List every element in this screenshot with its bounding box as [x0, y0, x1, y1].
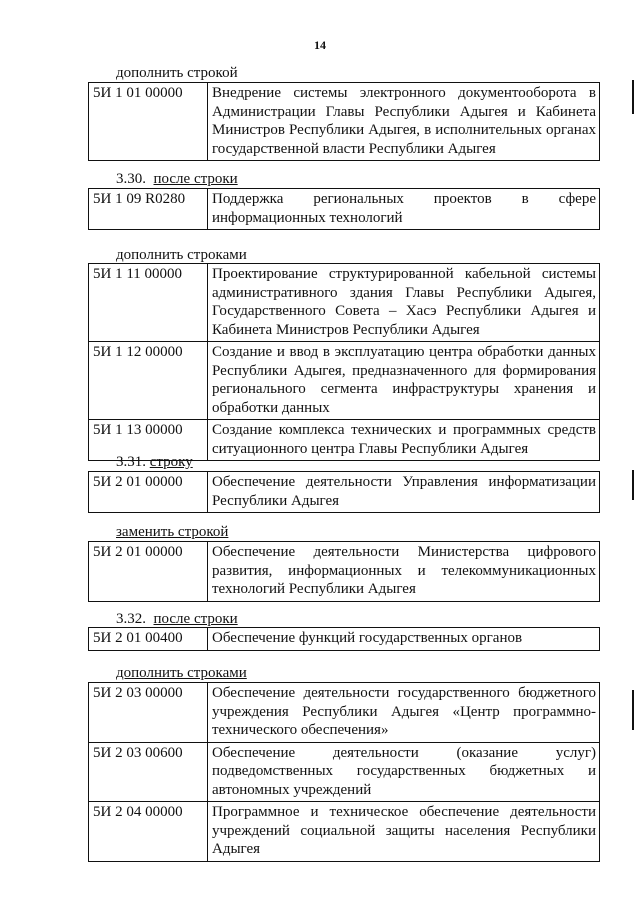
table-row: [89, 628, 600, 651]
caption-number: 3.32.: [116, 611, 146, 627]
row-description: Обеспечение деятельности Министерства цифрового развития, информационных и телекоммуникационных технологий Республики Адыгея: [208, 542, 600, 602]
row-description: Проектирование структурированной кабельной системы административного здания Главы Республики Адыгея, Государственного Совета – Хасэ Республики Адыгея и Кабинета Министров Республики Адыгея: [208, 264, 600, 342]
row-code: 5И 1 01 00000: [89, 83, 208, 161]
code-table: [88, 541, 600, 602]
table-row: [89, 742, 600, 802]
row-description: Создание комплекса технических и программных средств ситуационного центра Главы Республики Адыгея: [208, 420, 600, 461]
row-code: 5И 2 03 00000: [89, 683, 208, 743]
row-description: Обеспечение деятельности (оказание услуг) подведомственных государственных бюджетных и автономных учреждений: [208, 742, 600, 802]
caption-text: после строки: [153, 611, 238, 627]
caption-number: 3.30.: [116, 171, 146, 187]
block-caption: [116, 523, 228, 541]
table-row: [89, 472, 600, 513]
caption-text: дополнить строками: [116, 247, 247, 263]
caption-text: после строки: [153, 171, 238, 187]
code-table-block: [88, 627, 600, 651]
row-description: Обеспечение деятельности государственного бюджетного учреждения Республики Адыгея «Центр программно-технического обеспечения»: [208, 683, 600, 743]
row-code: 5И 2 04 00000: [89, 802, 208, 862]
code-table: [88, 627, 600, 651]
code-table-block: [88, 682, 600, 862]
table-row: [89, 189, 600, 230]
page-number: 14: [314, 38, 326, 52]
caption-text: строку: [149, 454, 193, 470]
block-caption: [116, 453, 193, 471]
margin-quote-mark: [632, 80, 634, 114]
code-table: [88, 82, 600, 161]
row-code: 5И 2 01 00400: [89, 628, 208, 651]
row-code: 5И 2 03 00600: [89, 742, 208, 802]
code-table-block: [88, 263, 600, 461]
block-caption: [116, 170, 238, 188]
block-caption: [116, 610, 238, 628]
caption-text: дополнить строкой: [116, 65, 238, 81]
row-description: Обеспечение функций государственных органов: [208, 628, 600, 651]
table-row: [89, 802, 600, 862]
code-table-block: [88, 188, 600, 230]
code-table-block: [88, 82, 600, 161]
row-code: 5И 1 13 00000: [89, 420, 208, 461]
code-table: [88, 263, 600, 461]
row-code: 5И 1 09 R0280: [89, 189, 208, 230]
code-table: [88, 471, 600, 513]
block-caption: [116, 246, 247, 264]
table-row: [89, 264, 600, 342]
block-caption: [116, 64, 238, 82]
code-table-block: [88, 541, 600, 602]
row-description: Обеспечение деятельности Управления информатизации Республики Адыгея: [208, 472, 600, 513]
row-code: 5И 2 01 00000: [89, 472, 208, 513]
row-code: 5И 1 11 00000: [89, 264, 208, 342]
table-row: [89, 83, 600, 161]
table-row: [89, 342, 600, 420]
margin-quote-mark: [632, 690, 634, 730]
code-table: [88, 188, 600, 230]
table-row: [89, 683, 600, 743]
block-caption: [116, 664, 247, 682]
table-row: [89, 542, 600, 602]
code-table-block: [88, 471, 600, 513]
caption-text: заменить строкой: [116, 524, 229, 540]
row-code: 5И 1 12 00000: [89, 342, 208, 420]
row-description: Создание и ввод в эксплуатацию центра обработки данных Республики Адыгея, предназначенного для формирования регионального сегмента инфраструктуры хранения и обработки данных: [208, 342, 600, 420]
margin-quote-mark: [632, 470, 634, 500]
code-table: [88, 682, 600, 862]
caption-text: дополнить строками: [116, 665, 247, 681]
row-description: Программное и техническое обеспечение деятельности учреждений социальной защиты населения Республики Адыгея: [208, 802, 600, 862]
row-code: 5И 2 01 00000: [89, 542, 208, 602]
caption-number: 3.31.: [116, 454, 146, 470]
row-description: Внедрение системы электронного документооборота в Администрации Главы Республики Адыгея и Кабинета Министров Республики Адыгея, в исполнительных органах государственной власти Республики Адыгея: [208, 83, 600, 161]
row-description: Поддержка региональных проектов в сфере информационных технологий: [208, 189, 600, 230]
